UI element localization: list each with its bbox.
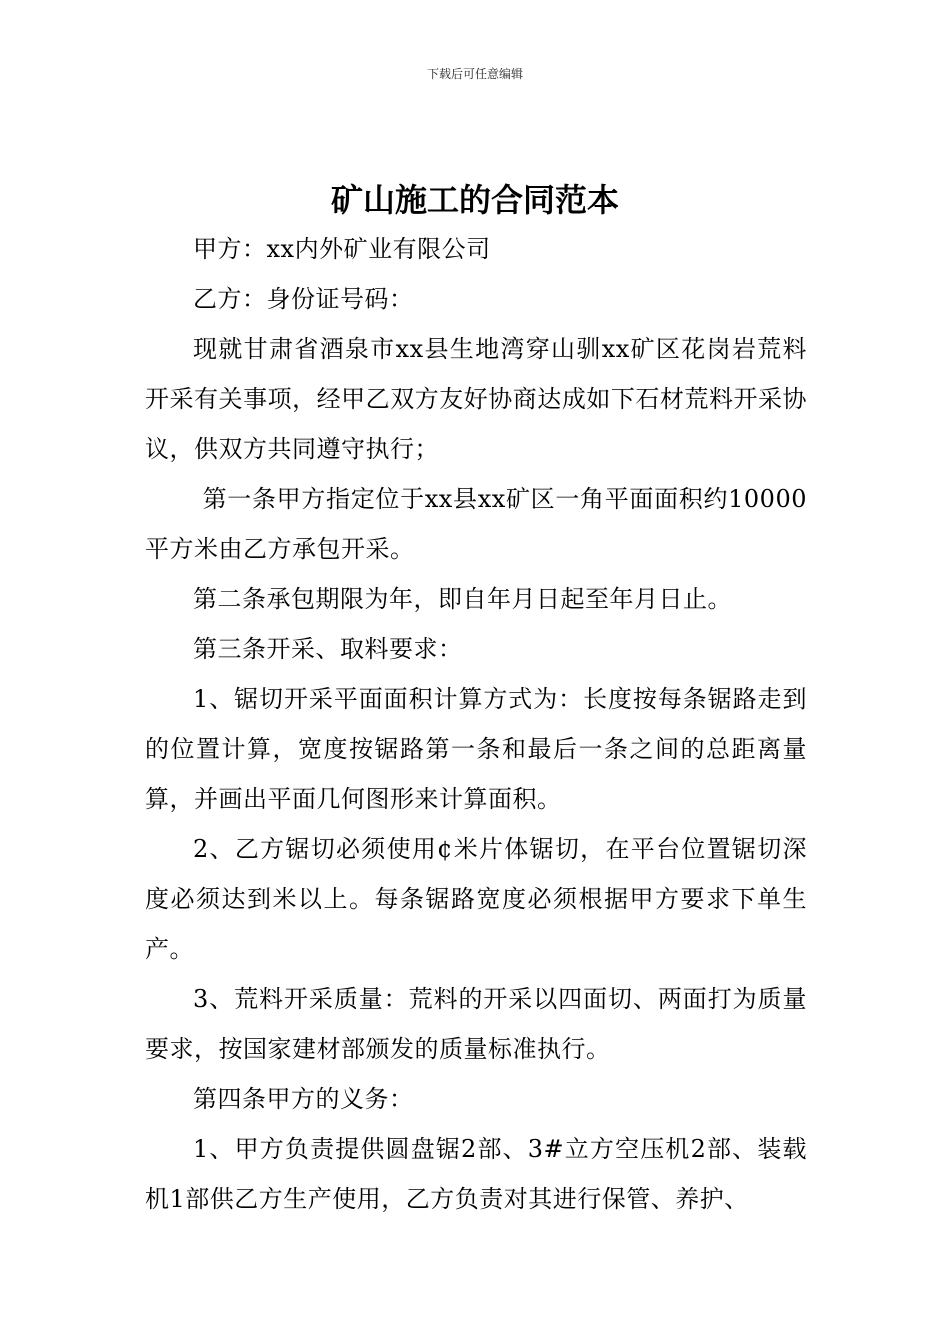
article-3-item-1: 1、锯切开采平面面积计算方式为：长度按每条锯路走到的位置计算，宽度按锯路第一条和最后一条之间的总距离量算，并画出平面几何图形来计算面积。 [145, 685, 807, 813]
article-4-heading: 第四条甲方的义务： [193, 1085, 414, 1113]
article-4-item-1: 1、甲方负责提供圆盘锯2部、3#立方空压机2部、装载机1部供乙方生产使用，乙方负责对其进行保管、养护、 [145, 1135, 807, 1213]
preamble-paragraph: 现就甘肃省酒泉市xx县生地湾穿山驯xx矿区花岗岩荒料开采有关事项，经甲乙双方友好协商达成如下石材荒料开采协议，供双方共同遵守执行； [145, 335, 807, 463]
document-title: 矿山施工的合同范本 [330, 181, 619, 219]
article-3-item-3: 3、荒料开采质量：荒料的开采以四面切、两面打为质量要求，按国家建材部颁发的质量标准执行。 [145, 985, 807, 1063]
party-b-line: 乙方：身份证号码： [193, 285, 414, 313]
article-3-item-2: 2、乙方锯切必须使用¢米片体锯切，在平台位置锯切深度必须达到米以上。每条锯路宽度必须根据甲方要求下单生产。 [145, 835, 807, 963]
page-header-note: 下载后可任意编辑 [426, 67, 523, 81]
article-1-paragraph: 第一条甲方指定位于xx县xx矿区一角平面面积约10000平方米由乙方承包开采。 [145, 485, 807, 563]
article-2-paragraph: 第二条承包期限为年，即自年月日起至年月日止。 [193, 585, 732, 613]
document-body [145, 224, 807, 1224]
article-3-heading: 第三条开采、取料要求： [193, 635, 463, 663]
party-a-line: 甲方：xx内外矿业有限公司 [193, 235, 491, 263]
